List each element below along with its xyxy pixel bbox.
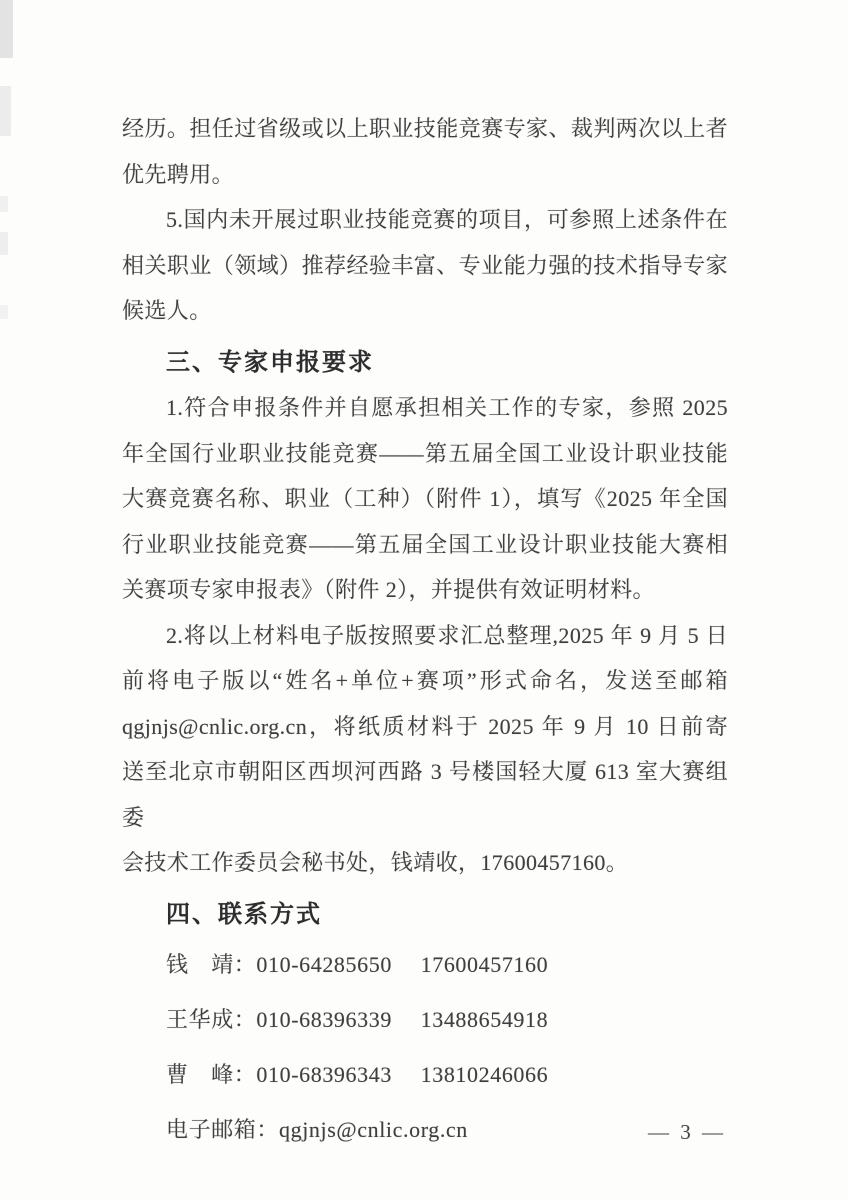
contact-line-caofeng: 曹 峰：010-68396343 13810246066 xyxy=(166,1062,549,1087)
contact-line-wanghuacheng: 王华成：010-68396339 13488654918 xyxy=(166,1007,549,1032)
scan-smudge xyxy=(0,196,8,212)
body-line: 优先聘用。 xyxy=(122,161,235,187)
body-line: 行业职业技能竞赛——第五届全国工业设计职业技能大赛相 xyxy=(122,531,728,557)
page-number: — 3 — xyxy=(648,1120,726,1144)
document-body xyxy=(122,106,728,1157)
email-line: qgjnjs@cnlic.org.cn，将纸质材料于 2025 年 9 月 10 日前寄 xyxy=(122,713,728,739)
contact-line-qianjing: 钱 靖：010-64285650 17600457160 xyxy=(166,952,549,977)
body-line: 经历。担任过省级或以上职业技能竞赛专家、裁判两次以上者 xyxy=(122,116,728,141)
body-line: 2.将以上材料电子版按照要求汇总整理,2025 年 9 月 5 日 xyxy=(166,622,728,648)
body-line: 大赛竞赛名称、职业（工种）（附件 1），填写《2025 年全国 xyxy=(122,486,728,511)
scan-smudge xyxy=(0,232,8,255)
body-line: 年全国行业职业技能竞赛——第五届全国工业设计职业技能 xyxy=(122,440,728,466)
body-line: 会技术工作委员会秘书处，钱靖收，17600457160。 xyxy=(122,850,629,875)
body-line: 候选人。 xyxy=(122,298,212,323)
scan-smudge xyxy=(0,305,8,319)
section-heading-expert-application: 三、专家申报要求 xyxy=(166,348,374,376)
body-line: 送至北京市朝阳区西坝河西路 3 号楼国轻大厦 613 室大赛组委 xyxy=(122,759,728,830)
body-line: 1.符合申报条件并自愿承担相关工作的专家，参照 2025 xyxy=(166,395,728,420)
body-line: 相关职业（领域）推荐经验丰富、专业能力强的技术指导专家 xyxy=(122,252,728,278)
body-line: 前将电子版以“姓名+单位+赛项”形式命名，发送至邮箱 xyxy=(122,668,728,693)
section-heading-contact-info: 四、联系方式 xyxy=(166,900,322,928)
body-line: 5.国内未开展过职业技能竞赛的项目，可参照上述条件在 xyxy=(166,207,728,232)
scan-smudge xyxy=(0,0,13,58)
scan-smudge xyxy=(0,86,11,136)
body-line: 关赛项专家申报表》（附件 2），并提供有效证明材料。 xyxy=(122,577,655,602)
contact-line-email: 电子邮箱：qgjnjs@cnlic.org.cn xyxy=(166,1117,468,1142)
